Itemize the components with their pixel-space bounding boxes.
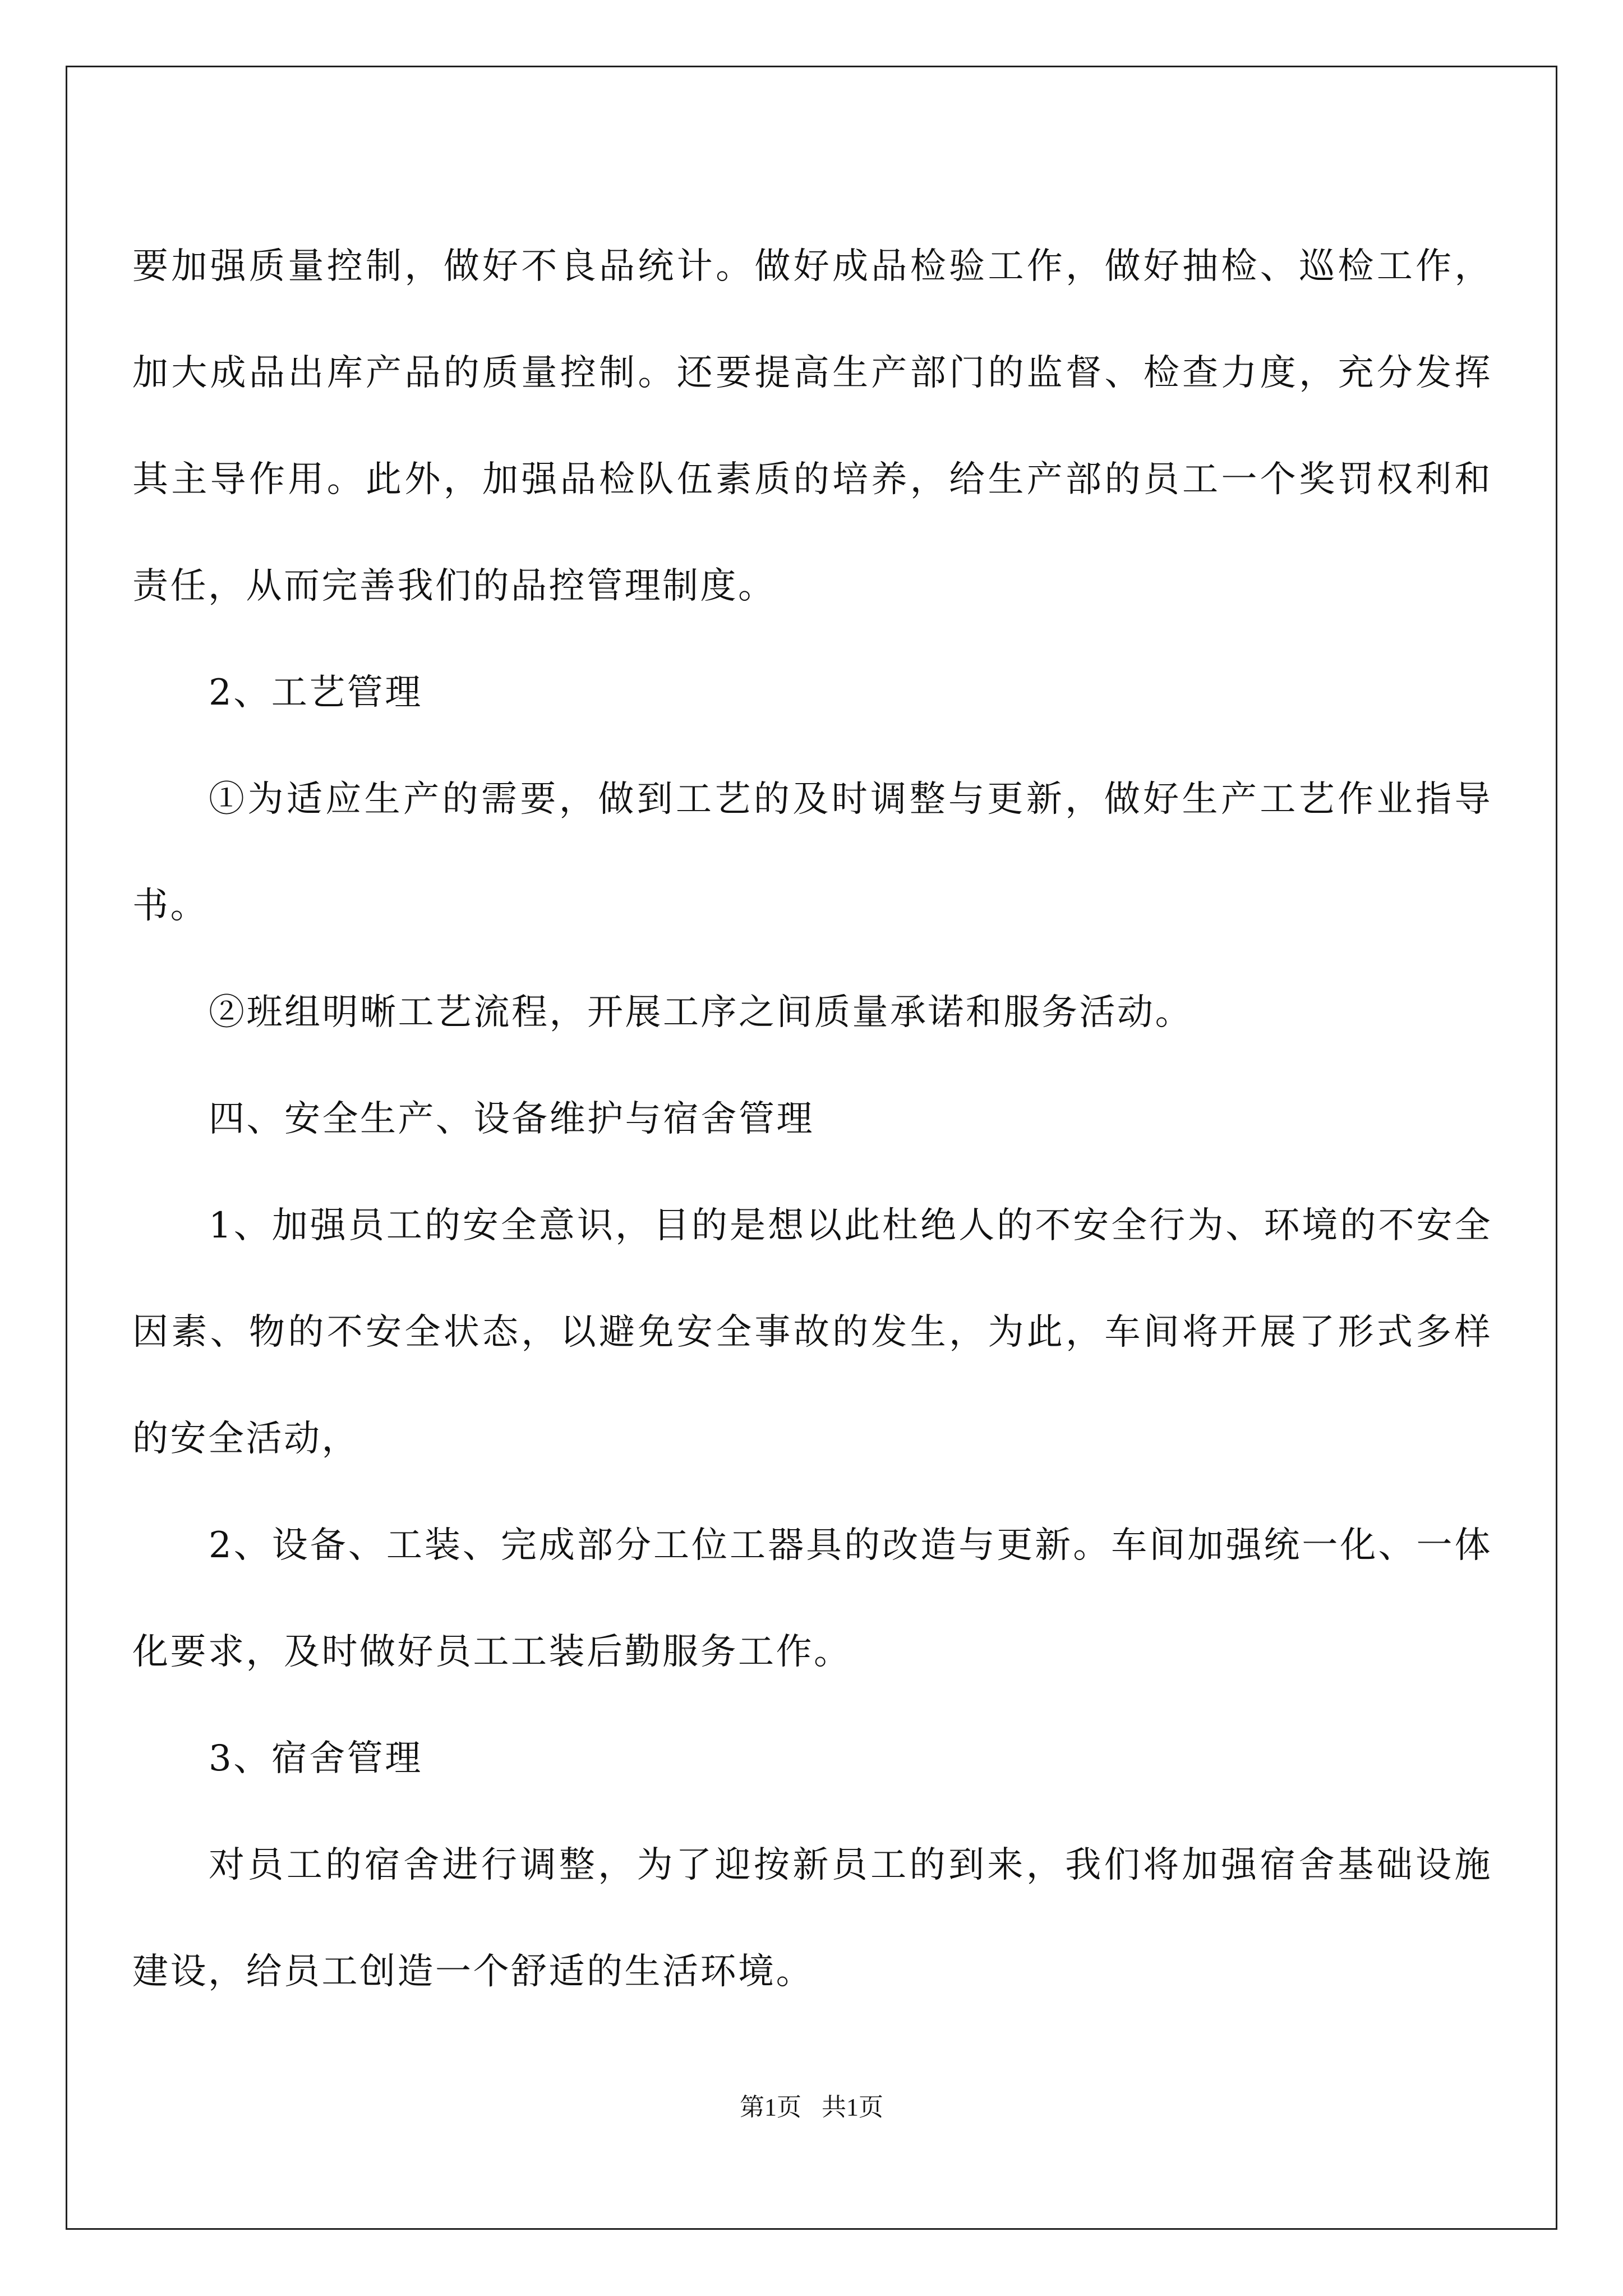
paragraph-process-item-1: ①为适应生产的需要，做到工艺的及时调整与更新，做好生产工艺作业指导书。 <box>132 779 1492 927</box>
paragraph-quality-control: 要加强质量控制，做好不良品统计。做好成品检验工作，做好抽检、巡检工作，加大成品出库产品的质量控制。还要提高生产部门的监督、检查力度，充分发挥其主导作用。此外，加强品检队伍素质的培养，给生产部的员工一个奖罚权利和责任，从而完善我们的品控管理制度。 <box>132 246 1492 607</box>
paragraph-process-item-2: ②班组明晰工艺流程，开展工序之间质量承诺和服务活动。 <box>209 992 1193 1033</box>
paragraph-dormitory: 对员工的宿舍进行调整，为了迎按新员工的到来，我们将加强宿舍基础设施建设，给员工创造一个舒适的生活环境。 <box>132 1844 1492 1993</box>
heading-dormitory-management: 3、宿舍管理 <box>209 1738 423 1779</box>
paragraph-equipment: 2、设备、工装、完成部分工位工器具的改造与更新。车间加强统一化、一体化要求，及时做好员工工装后勤服务工作。 <box>132 1525 1492 1673</box>
page-footer <box>0 2087 1623 2123</box>
heading-safety-section: 四、安全生产、设备维护与宿舍管理 <box>209 1098 814 1140</box>
paragraph-safety-awareness: 1、加强员工的安全意识，目的是想以此杜绝人的不安全行为、环境的不安全因素、物的不安全状态，以避免安全事故的发生，为此，车间将开展了形式多样的安全活动， <box>132 1205 1492 1460</box>
document-body <box>132 213 1492 2025</box>
heading-process-management: 2、工艺管理 <box>209 672 423 714</box>
page-total: 共1页 <box>822 2093 883 2121</box>
page-number: 第1页 <box>740 2093 801 2121</box>
